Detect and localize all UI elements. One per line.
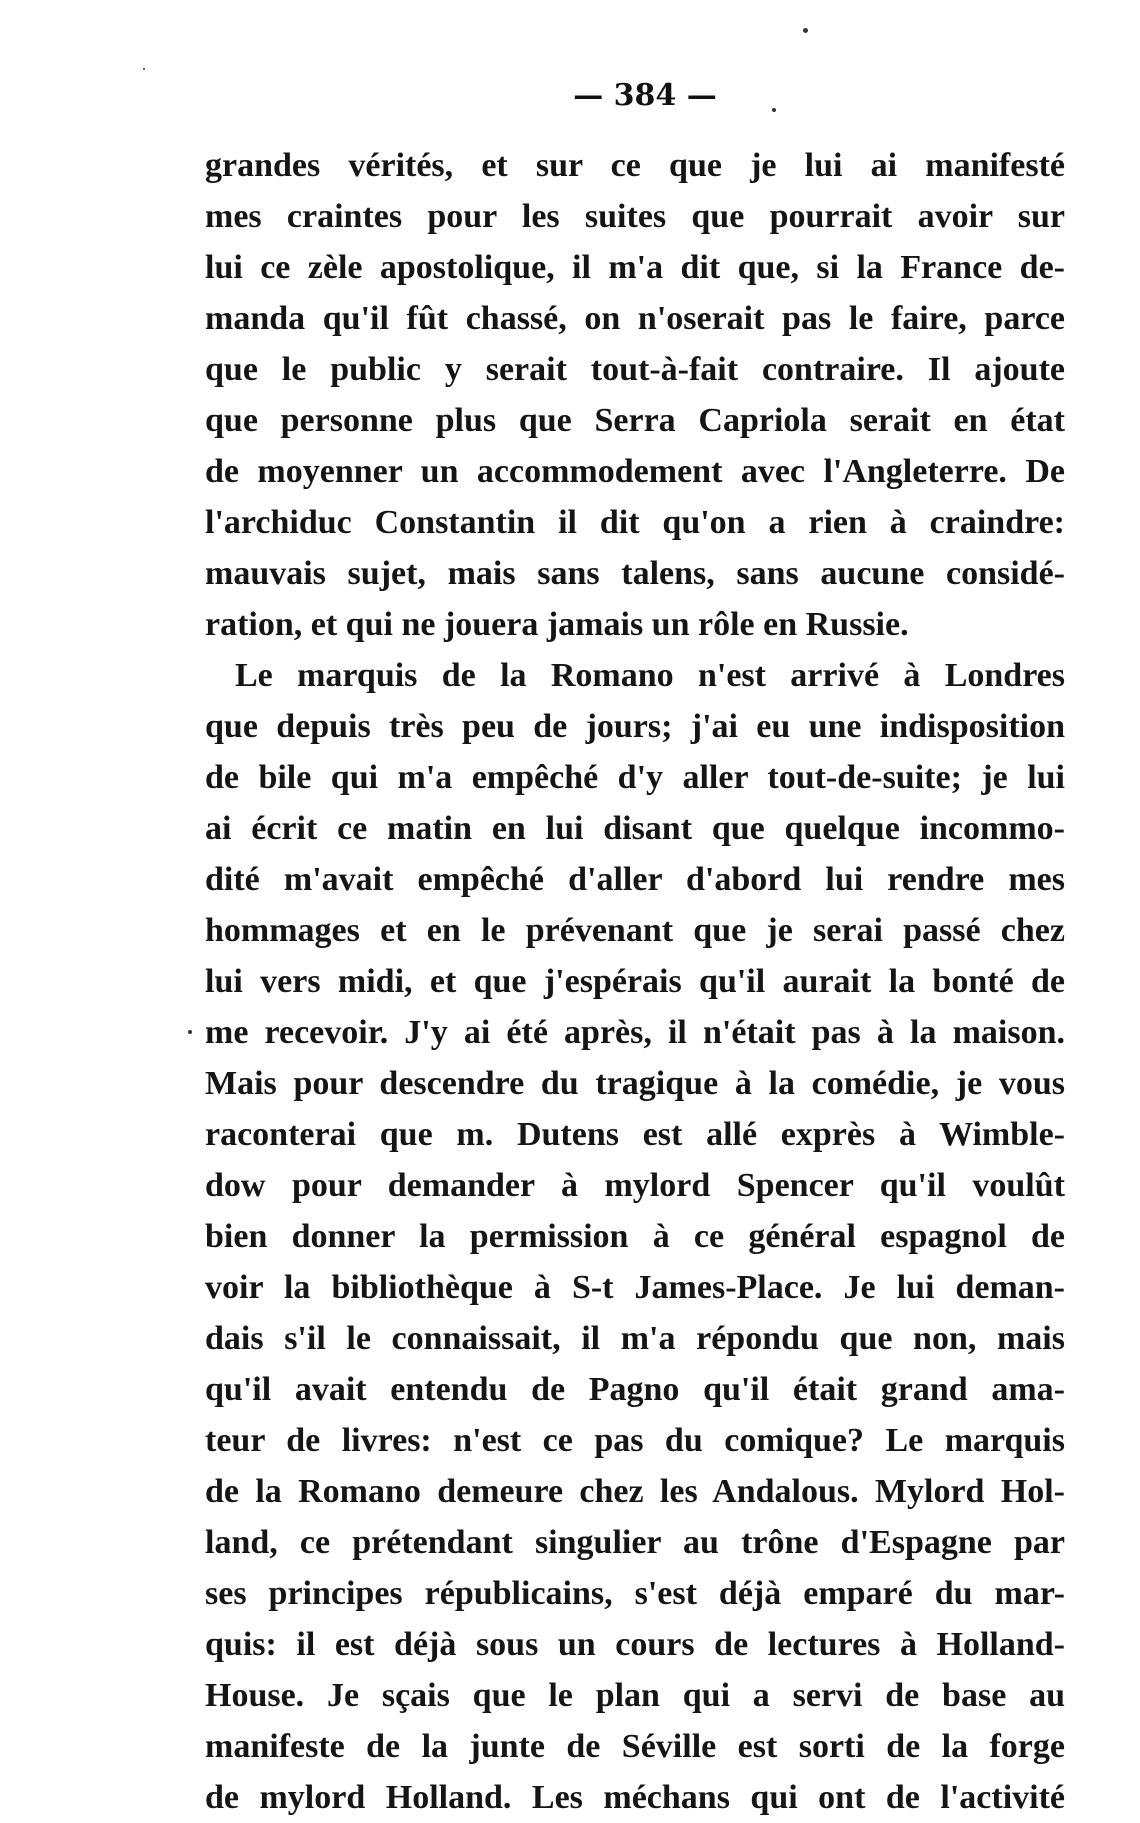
text-line: qu'il avait entendu de Pagno qu'il était grand ama- (205, 1371, 1065, 1408)
text-line: ration, et qui ne jouera jamais un rôle en Russie. (205, 606, 909, 643)
scan-speck (803, 28, 808, 33)
body-text (205, 140, 1065, 1823)
scan-speck (143, 68, 145, 70)
text-line: de moyenner un accommodement avec l'Angleterre. De (205, 453, 1065, 490)
text-line: que depuis très peu de jours; j'ai eu une indisposition (205, 708, 1065, 745)
page-number: — 384 — (573, 78, 717, 113)
text-line: Le marquis de la Romano n'est arrivé à Londres (235, 657, 1065, 694)
text-line: de bile qui m'a empêché d'y aller tout-de-suite; je lui (205, 759, 1065, 796)
text-line: l'archiduc Constantin il dit qu'on a rien à craindre: (205, 504, 1065, 541)
text-line: quis: il est déjà sous un cours de lectures à Holland- (205, 1626, 1065, 1663)
text-line: grandes vérités, et sur ce que je lui ai manifesté (205, 147, 1065, 184)
text-line: manifeste de la junte de Séville est sorti de la forge (205, 1728, 1065, 1765)
text-line: hommages et en le prévenant que je serai passé chez (205, 912, 1065, 949)
text-line: que personne plus que Serra Capriola serait en état (205, 402, 1065, 439)
text-line: mauvais sujet, mais sans talens, sans aucune considé- (205, 555, 1065, 592)
text-line: teur de livres: n'est ce pas du comique? Le marquis (205, 1422, 1065, 1459)
text-line: bien donner la permission à ce général espagnol de (205, 1218, 1065, 1255)
text-line: dow pour demander à mylord Spencer qu'il voulût (205, 1167, 1065, 1204)
text-line: que le public y serait tout-à-fait contraire. Il ajoute (205, 351, 1065, 388)
text-line: de la Romano demeure chez les Andalous. Mylord Hol- (205, 1473, 1065, 1510)
text-line: Mais pour descendre du tragique à la comédie, je vous (205, 1065, 1065, 1102)
scan-speck (772, 108, 776, 112)
text-line: ses principes républicains, s'est déjà emparé du mar- (205, 1575, 1065, 1612)
text-line: land, ce prétendant singulier au trône d'Espagne par (205, 1524, 1065, 1561)
text-line: raconterai que m. Dutens est allé exprès à Wimble- (205, 1116, 1065, 1153)
text-line: de mylord Holland. Les méchans qui ont de l'activité (205, 1779, 1065, 1816)
text-line: ai écrit ce matin en lui disant que quelque incommo- (205, 810, 1065, 847)
text-line: House. Je sçais que le plan qui a servi de base au (205, 1677, 1065, 1714)
text-line: manda qu'il fût chassé, on n'oserait pas le faire, parce (205, 300, 1065, 337)
text-line: voir la bibliothèque à S-t James-Place. Je lui deman- (205, 1269, 1065, 1306)
text-line: dité m'avait empêché d'aller d'abord lui rendre mes (205, 861, 1065, 898)
text-line: dais s'il le connaissait, il m'a répondu que non, mais (205, 1320, 1065, 1357)
text-line: me recevoir. J'y ai été après, il n'était pas à la maison. (205, 1014, 1065, 1051)
text-line: mes craintes pour les suites que pourrait avoir sur (205, 198, 1065, 235)
scan-speck (188, 1030, 192, 1034)
text-line: lui vers midi, et que j'espérais qu'il aurait la bonté de (205, 963, 1065, 1000)
text-line: lui ce zèle apostolique, il m'a dit que, si la France de- (205, 249, 1065, 286)
